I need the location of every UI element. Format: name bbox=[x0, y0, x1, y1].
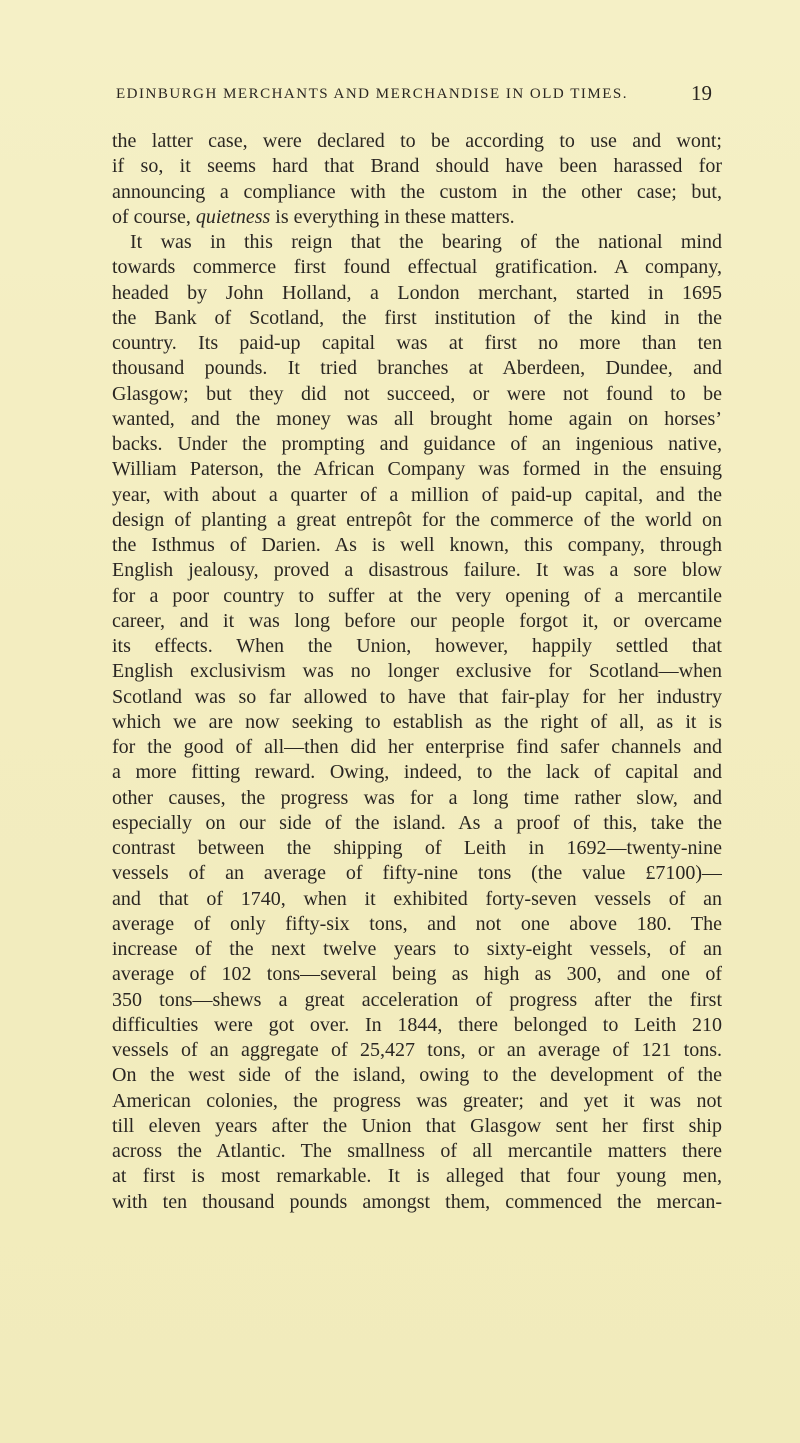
page-number: 19 bbox=[691, 81, 712, 105]
text-line: other causes, the progress was for a long time rather slow, and bbox=[112, 786, 722, 809]
body-text bbox=[112, 129, 722, 1215]
text-segment: is everything in these matters. bbox=[270, 205, 515, 228]
text-line: across the Atlantic. The smallness of all mercantile matters there bbox=[112, 1140, 722, 1162]
text-line: if so, it seems hard that Brand should have been harassed for bbox=[112, 155, 722, 178]
text-line: American colonies, the progress was greater; and yet it was not bbox=[112, 1089, 722, 1112]
text-line: difficulties were got over. In 1844, there belonged to Leith 210 bbox=[112, 1013, 722, 1036]
text-line: wanted, and the money was all brought home again on horses’ bbox=[112, 407, 722, 430]
text-line: announcing a compliance with the custom in the other case; but, bbox=[112, 180, 722, 203]
text-line: for a poor country to suffer at the very opening of a mercantile bbox=[112, 584, 722, 607]
text-line: Glasgow; but they did not succeed, or were not found to be bbox=[112, 382, 722, 405]
text-line: It was in this reign that the bearing of the national mind bbox=[130, 231, 722, 253]
text-line: design of planting a great entrepôt for the commerce of the world on bbox=[112, 508, 722, 531]
text-line: career, and it was long before our people forgot it, or overcame bbox=[112, 609, 722, 632]
text-line: year, with about a quarter of a million of paid-up capital, and the bbox=[112, 483, 722, 506]
text-line: vessels of an aggregate of 25,427 tons, or an average of 121 tons. bbox=[112, 1039, 722, 1061]
text-line: William Paterson, the African Company was formed in the ensuing bbox=[112, 458, 722, 481]
text-line: the Bank of Scotland, the first institution of the kind in the bbox=[112, 306, 722, 329]
text-line: at first is most remarkable. It is alleged that four young men, bbox=[112, 1165, 722, 1188]
running-title: EDINBURGH MERCHANTS AND MERCHANDISE IN OLD TIMES. bbox=[116, 86, 628, 102]
text-line: average of 102 tons—several being as high as 300, and one of bbox=[112, 963, 722, 986]
text-line: 350 tons—shews a great acceleration of progress after the first bbox=[112, 988, 722, 1011]
text-line: increase of the next twelve years to sixty-eight vessels, of an bbox=[112, 938, 722, 960]
text-line: till eleven years after the Union that Glasgow sent her first ship bbox=[112, 1114, 722, 1137]
text-line: headed by John Holland, a London merchant, started in 1695 bbox=[112, 281, 722, 304]
text-line: for the good of all—then did her enterprise find safer channels and bbox=[112, 736, 722, 758]
text-line: a more fitting reward. Owing, indeed, to the lack of capital and bbox=[112, 761, 722, 784]
text-line: country. Its paid-up capital was at first no more than ten bbox=[112, 332, 722, 354]
text-line: English exclusivism was no longer exclusive for Scotland—when bbox=[112, 660, 722, 683]
text-line: English jealousy, proved a disastrous failure. It was a sore blow bbox=[112, 559, 722, 582]
text-segment: of course, bbox=[112, 205, 196, 228]
italic-word: quietness bbox=[195, 205, 271, 228]
text-line: which we are now seeking to establish as the right of all, as it is bbox=[112, 710, 722, 733]
text-line: contrast between the shipping of Leith in 1692—twenty-nine bbox=[112, 837, 722, 859]
text-line: with ten thousand pounds amongst them, commenced the mercan- bbox=[112, 1190, 722, 1213]
running-head bbox=[116, 81, 712, 110]
text-line: its effects. When the Union, however, happily settled that bbox=[112, 635, 722, 657]
text-line: towards commerce first found effectual gratification. A company, bbox=[112, 256, 722, 279]
text-line: average of only fifty-six tons, and not one above 180. The bbox=[112, 912, 722, 935]
text-line: backs. Under the prompting and guidance of an ingenious native, bbox=[112, 433, 722, 455]
text-line: especially on our side of the island. As a proof of this, take the bbox=[112, 811, 722, 834]
text-line: the Isthmus of Darien. As is well known, this company, through bbox=[112, 534, 722, 556]
text-line: vessels of an average of fifty-nine tons (the value £7100)— bbox=[112, 862, 722, 885]
text-line: the latter case, were declared to be according to use and wont; bbox=[112, 130, 722, 152]
text-line bbox=[112, 205, 722, 230]
text-line: On the west side of the island, owing to the development of the bbox=[112, 1064, 722, 1087]
text-line: and that of 1740, when it exhibited forty-seven vessels of an bbox=[112, 887, 722, 910]
text-line: thousand pounds. It tried branches at Aberdeen, Dundee, and bbox=[112, 357, 722, 380]
text-line: Scotland was so far allowed to have that fair-play for her industry bbox=[112, 685, 722, 708]
